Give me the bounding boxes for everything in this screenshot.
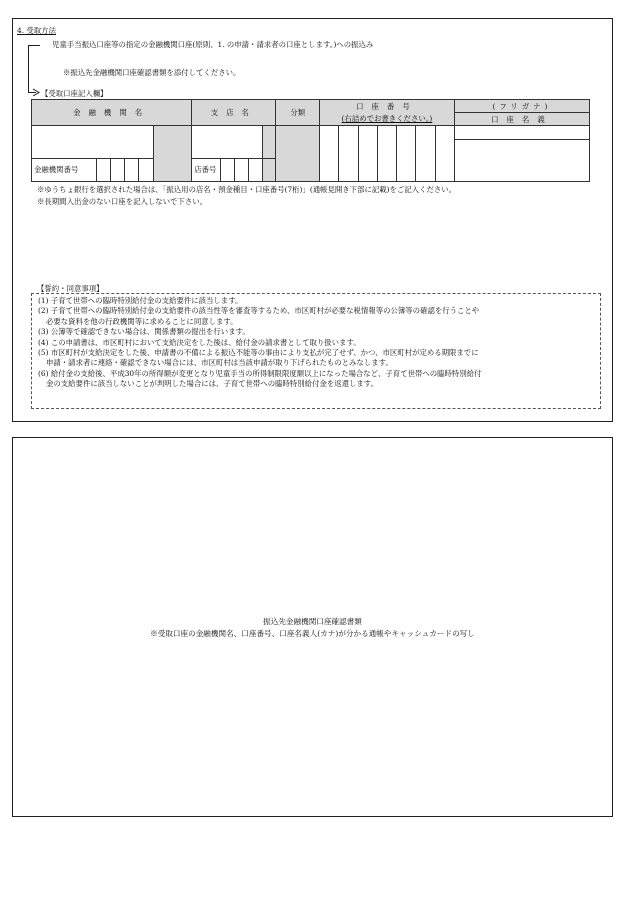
attach-note: ※振込先金融機関口座確認書類を添付してください。 [63, 68, 241, 77]
category-input[interactable] [276, 125, 320, 181]
pledge-title: 【誓約・同意事項】 [37, 284, 104, 293]
bank-code-digit-2[interactable] [111, 158, 125, 181]
account-holder-header: 口座名義 [454, 113, 589, 126]
yucho-note: ※ゆうちょ銀行を選択された場合は、「振込用の店名・預金種目・口座番号(7桁)」(通帳見開き下部に記載)をご記入ください。 [37, 185, 457, 194]
bracket-vertical [28, 45, 29, 92]
pledge-box [31, 293, 601, 409]
furigana-input[interactable] [454, 125, 589, 139]
attachment-frame [12, 437, 613, 817]
direct-deposit-option: 児童手当振込口座等の指定の金融機関口座(原則、1. の申請・請求者の口座とします。)への振込み [52, 40, 374, 49]
account-table [31, 99, 590, 182]
bank-name-header: 金融機関名 [32, 100, 192, 126]
bank-type-gray-cell [153, 125, 192, 181]
pledge-line-4: (4) この申請書は、市区町村において支給決定をした後は、給付金の請求書として取り扱います。 [38, 337, 361, 347]
section-heading: 4. 受取方法 [17, 26, 56, 35]
attachment-description: ※受取口座の金融機関名、口座番号、口座名義人(カナ)が分かる通帳やキャッシュカードの写し [150, 629, 475, 638]
pledge-line-5: (5) 市区町村が支給決定をした後、申請書の不備による振込不能等の事由により支払が完了せず、かつ、市区町村が定める期限までに [38, 348, 479, 358]
branch-code-digit-3[interactable] [249, 158, 263, 181]
furigana-header: (フリガナ) [454, 100, 589, 113]
account-digit-7[interactable] [435, 125, 454, 181]
branch-code-digit-2[interactable] [234, 158, 248, 181]
branch-code-gray-cell [263, 158, 276, 181]
arrow-right-icon [33, 88, 41, 97]
pledge-line-1: (1) 子育て世帯への臨時特別給付金の支給要件に該当します。 [38, 296, 243, 305]
bank-code-digit-4[interactable] [139, 158, 153, 181]
account-number-header: 口座番号 [320, 100, 455, 113]
account-holder-input[interactable] [454, 139, 589, 181]
account-number-note: (右詰めでお書きください。) [320, 113, 455, 126]
pledge-line-3: (3) 公簿等で確認できない場合は、関係書類の提出を行います。 [38, 327, 250, 337]
branch-name-input[interactable] [192, 125, 263, 158]
pledge-line-2-cont: 必要な資料を他の行政機関等に求めることに同意します。 [46, 316, 238, 326]
account-digit-4[interactable] [377, 125, 396, 181]
account-digit-5[interactable] [397, 125, 416, 181]
pledge-line-5-cont: 申請・請求者に連絡・確認できない場合には、市区町村は当該申請が取り下げられたものとみなします。 [46, 358, 393, 368]
pledge-line-6-cont: 金の支給要件に該当しないことが判明した場合には、子育て世帯への臨時特別給付金を返還します。 [46, 379, 378, 389]
bracket-top [28, 45, 40, 46]
pledge-line-2: (2) 子育て世帯への臨時特別給付金の支給要件の該当性等を審査等するため、市区町村が必要な税情報等の公簿等の確認を行うことや [38, 306, 480, 316]
category-header: 分類 [276, 100, 320, 126]
account-digit-1[interactable] [320, 125, 339, 181]
dormant-account-note: ※長期間入出金のない口座を記入しないで下さい。 [37, 197, 207, 206]
bank-name-input[interactable] [32, 125, 154, 158]
bank-code-label: 金融機関番号 [32, 158, 97, 181]
bank-code-digit-3[interactable] [125, 158, 139, 181]
pledge-line-6: (6) 給付金の支給後、平成30年の所得額が変更となり児童手当の所得制限限度額以上になった場合など、子育て世帯への臨時特別給付 [38, 368, 482, 378]
branch-code-label: 店番号 [192, 158, 220, 181]
attachment-title: 振込先金融機関口座確認書類 [263, 617, 362, 626]
branch-code-digit-1[interactable] [220, 158, 234, 181]
branch-name-header: 支店名 [192, 100, 276, 126]
bank-code-digit-1[interactable] [96, 158, 110, 181]
account-digit-6[interactable] [416, 125, 435, 181]
account-digit-3[interactable] [358, 125, 377, 181]
account-digit-2[interactable] [339, 125, 358, 181]
account-field-title: 【受取口座記入欄】 [41, 89, 108, 98]
branch-type-gray-cell [263, 125, 276, 158]
